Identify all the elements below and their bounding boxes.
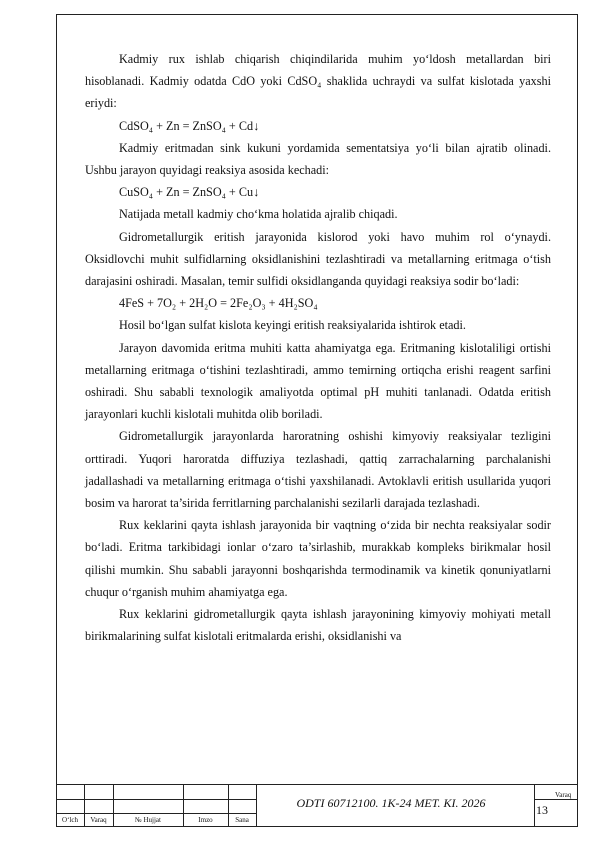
formula-cdso4-zn: CdSO₄ + Zn = ZnSO₄ + Cd↓ <box>119 118 260 133</box>
paragraph-solution-medium: Jarayon davomida eritma muhiti katta ahamiyatga ega. Eritmaning kislotaliligi ortishi metallarning eritmaga o‘tishini tezlashtiradi, ammo temirning ortiqcha erishi reagent sarfini oshiradi. Shu sababli texnologik amaliyotda optimal pH muhiti tanlanadi. Odatda eritish jarayonlari kuchli kislotali muhitda olib boriladi. <box>85 340 551 422</box>
formula-fes-oxidation: 4FeS + 7O₂ + 2H₂O = 2Fe₂O₃ + 4H₂SO₄ <box>119 296 318 311</box>
title-block <box>56 784 578 827</box>
paragraph-cadmium-precipitate: Natijada metall kadmiy cho‘kma holatida ajralib chiqadi. <box>119 207 398 222</box>
paragraph-cementation: Kadmiy eritmadan sink kukuni yordamida sementatsiya yo‘li bilan ajratib olinadi. Ushbu jarayon quyidagi reaksiya asosida kechadi: <box>85 140 551 178</box>
paragraph-temperature: Gidrometallurgik jarayonlarda haroratning oshishi kimyoviy reaksiyalar tezligini orttiradi. Yuqori haroratda diffuziya tezlashadi, qattiq zarrachalarning parchalanishi jadallashadi va metallarning eritmaga o‘tishi yaxshilanadi. Avtoklavli eritish usullarida yuqori bosim va harorat ta’sirida ferritlarning parchalanishi sezilarli darajada tezlashadi. <box>85 429 551 511</box>
paragraph-oxygen-role: Gidrometallurgik eritish jarayonida kislorod yoki havo muhim rol o‘ynaydi. Oksidlovchi muhit sulfidlarning oksidlanishini tezlashtiradi va metallarning eritmaga o‘tish darajasini oshiradi. Masalan, temir sulfidi oksidlanganda quyidagi reaksiya sodir bo‘ladi: <box>85 229 551 289</box>
stamp-label-sana: Sana <box>235 816 249 824</box>
document-body <box>85 48 551 647</box>
paragraph-chemical-essence: Rux keklarini gidrometallurgik qayta ishlash jarayonining kimyoviy mohiyati metall birikmalarining sulfat kislotali eritmalarda erishi, oksidlanishi va <box>85 607 551 644</box>
stamp-label-hujjat: № Hujjat <box>135 816 161 824</box>
stamp-label-olch: O‘lch <box>62 816 78 824</box>
sheet-label: Varaq <box>555 791 572 799</box>
stamp-label-varaq: Varaq <box>90 816 107 824</box>
document-code: ODTI 60712100. 1K-24 MET. KI. 2026 <box>296 796 486 810</box>
paragraph-cake-reactions: Rux keklarini qayta ishlash jarayonida bir vaqtning o‘zida bir nechta reaksiyalar sodir bo‘ladi. Eritma tarkibidagi ionlar o‘zaro ta’sirlashib, murakkab kompleks birikmalar hosil qilishi mumkin. Shu sababli jarayonni boshqarishda termodinamik va kinetik qonuniyatlarni chuqur o‘rganish muhim ahamiyatga ega. <box>85 518 551 599</box>
stamp-label-imzo: Imzo <box>198 816 213 824</box>
paragraph-sulfuric-acid: Hosil bo‘lgan sulfat kislota keyingi eritish reaksiyalarida ishtirok etadi. <box>119 318 466 333</box>
sheet-number: 13 <box>536 803 548 817</box>
paragraph-cadmium-intro: Kadmiy rux ishlab chiqarish chiqindilarida muhim yo‘ldosh metallardan biri hisoblanadi. Kadmiy odatda CdO yoki CdSO₄ shaklida uchraydi va sulfat kislotada yaxshi eriydi: <box>85 52 551 111</box>
formula-cuso4-zn: CuSO₄ + Zn = ZnSO₄ + Cu↓ <box>119 185 260 200</box>
